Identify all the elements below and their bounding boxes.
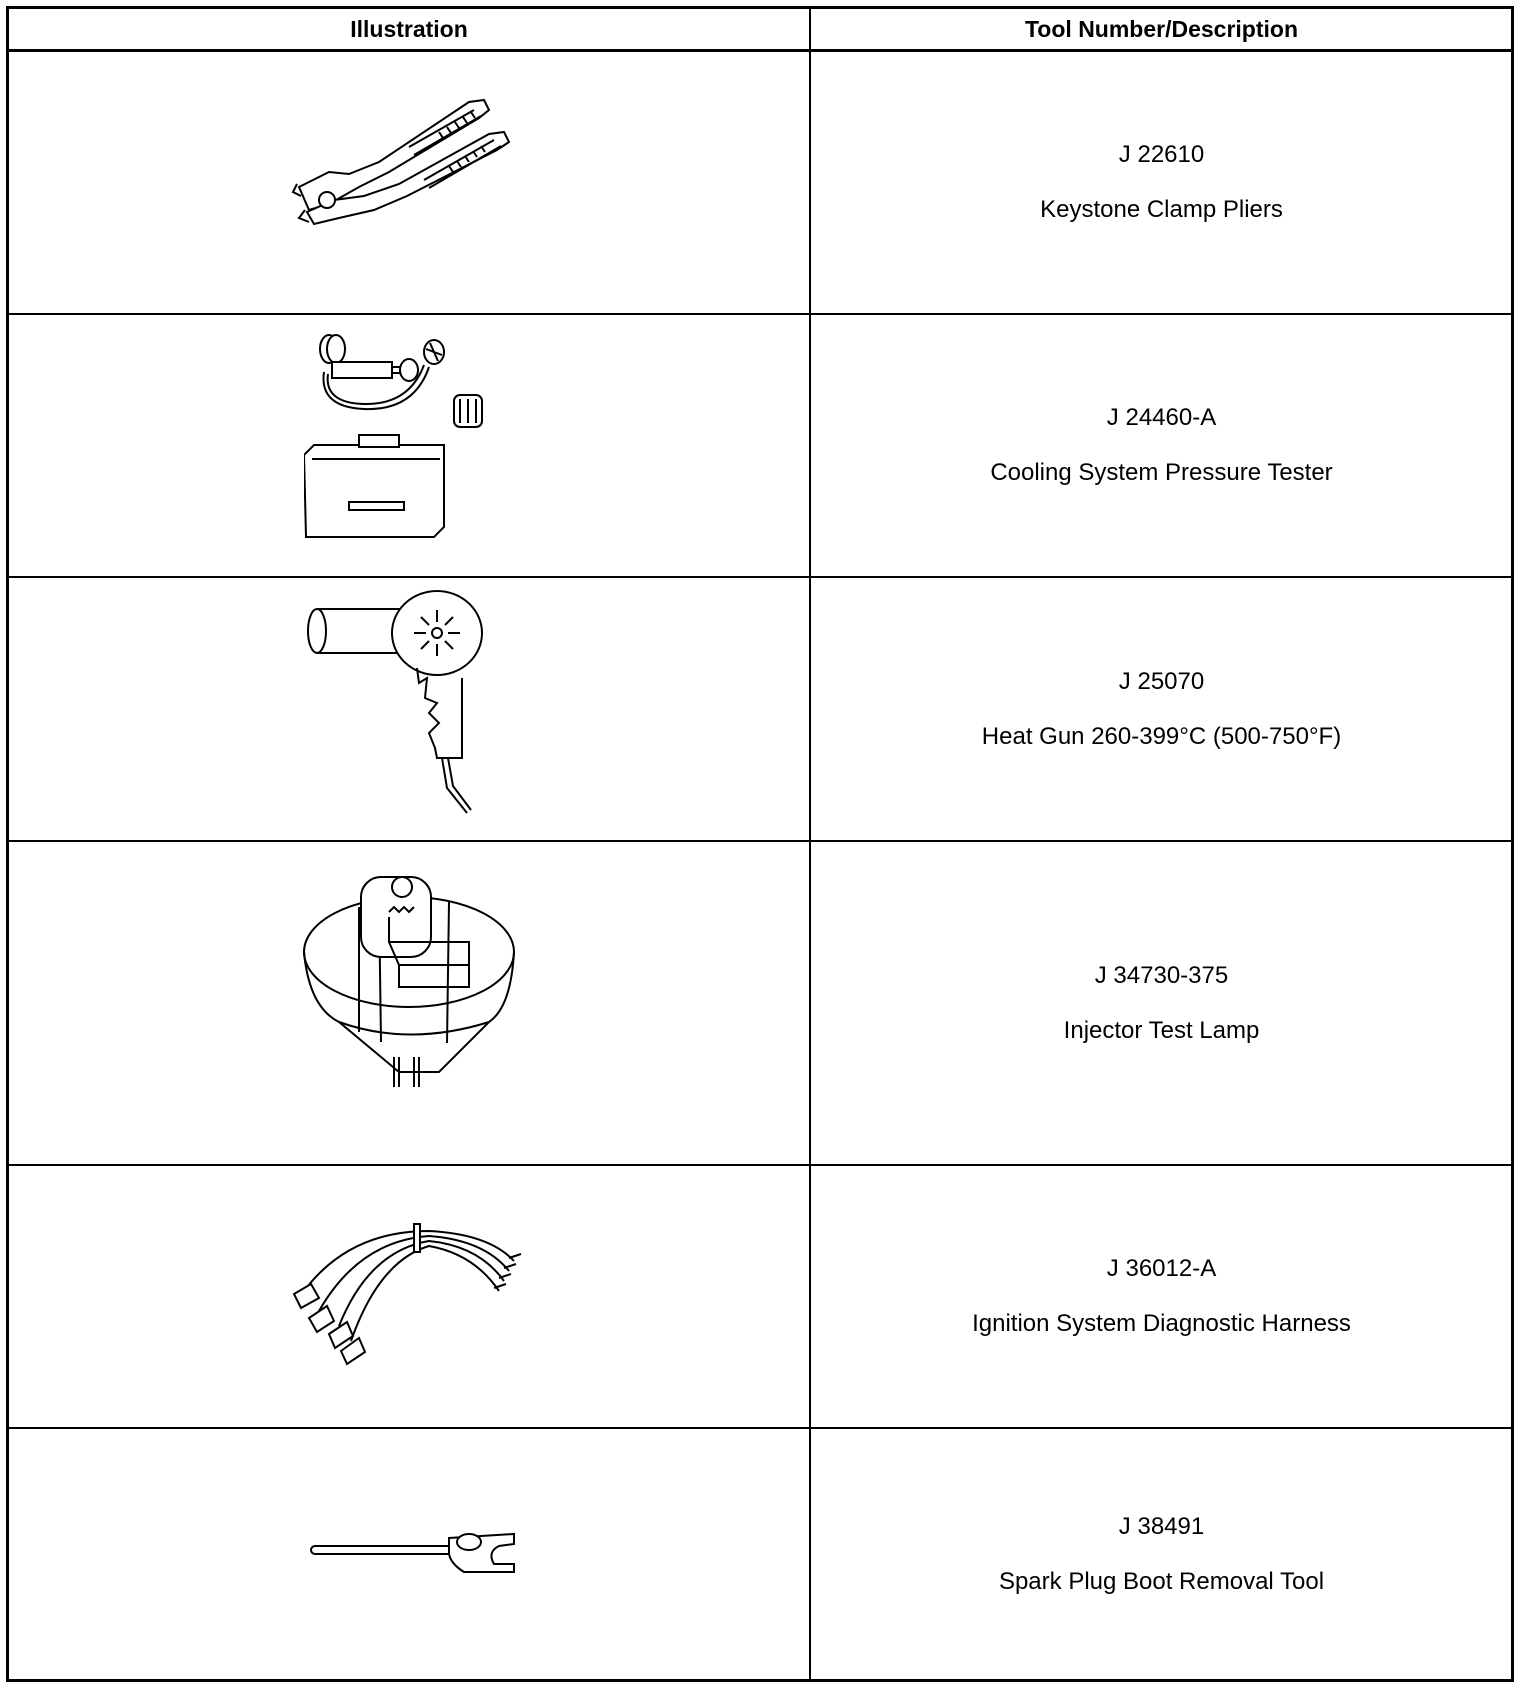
description-cell bbox=[812, 1429, 1511, 1679]
tool-number: J 25070 bbox=[1118, 667, 1205, 695]
description-cell bbox=[812, 52, 1511, 313]
boot-removal-tool-icon bbox=[309, 1524, 529, 1584]
table-row bbox=[9, 578, 1511, 842]
table-row bbox=[9, 52, 1511, 315]
tool-description: Spark Plug Boot Removal Tool bbox=[998, 1567, 1325, 1595]
illustration-cell bbox=[9, 1429, 809, 1679]
tool-number: J 24460-A bbox=[1106, 404, 1217, 431]
description-cell bbox=[812, 842, 1511, 1164]
description-header: Tool Number/Description bbox=[1024, 16, 1299, 42]
tool-description: Ignition System Diagnostic Harness bbox=[972, 1310, 1351, 1337]
harness-icon bbox=[289, 1216, 539, 1366]
pressure-tester-icon bbox=[304, 327, 534, 547]
test-lamp-icon bbox=[299, 857, 529, 1087]
description-cell bbox=[812, 315, 1511, 576]
illustration-cell bbox=[9, 52, 809, 313]
table-row bbox=[9, 1429, 1511, 1679]
illustration-cell bbox=[9, 578, 809, 840]
description-cell bbox=[812, 1166, 1511, 1427]
illustration-cell bbox=[9, 315, 809, 576]
tool-number: J 34730-375 bbox=[1094, 961, 1229, 989]
tool-table bbox=[6, 6, 1514, 1682]
table-row bbox=[9, 1166, 1511, 1429]
table-row bbox=[9, 842, 1511, 1166]
tool-number: J 22610 bbox=[1118, 141, 1205, 168]
table-row bbox=[9, 315, 1511, 578]
tool-number: J 36012-A bbox=[1106, 1255, 1217, 1282]
tool-description: Injector Test Lamp bbox=[1063, 1016, 1260, 1044]
description-cell bbox=[812, 578, 1511, 840]
tool-number: J 38491 bbox=[1118, 1512, 1205, 1540]
heat-gun-icon bbox=[307, 588, 527, 818]
illustration-cell bbox=[9, 1166, 809, 1427]
illustration-header: Illustration bbox=[350, 16, 468, 42]
tool-description: Cooling System Pressure Tester bbox=[990, 459, 1333, 486]
table-header bbox=[9, 9, 1511, 52]
tool-description: Heat Gun 260-399°C (500-750°F) bbox=[981, 722, 1342, 750]
tool-description: Keystone Clamp Pliers bbox=[1040, 196, 1283, 223]
pliers-icon bbox=[289, 92, 539, 232]
illustration-cell bbox=[9, 842, 809, 1164]
